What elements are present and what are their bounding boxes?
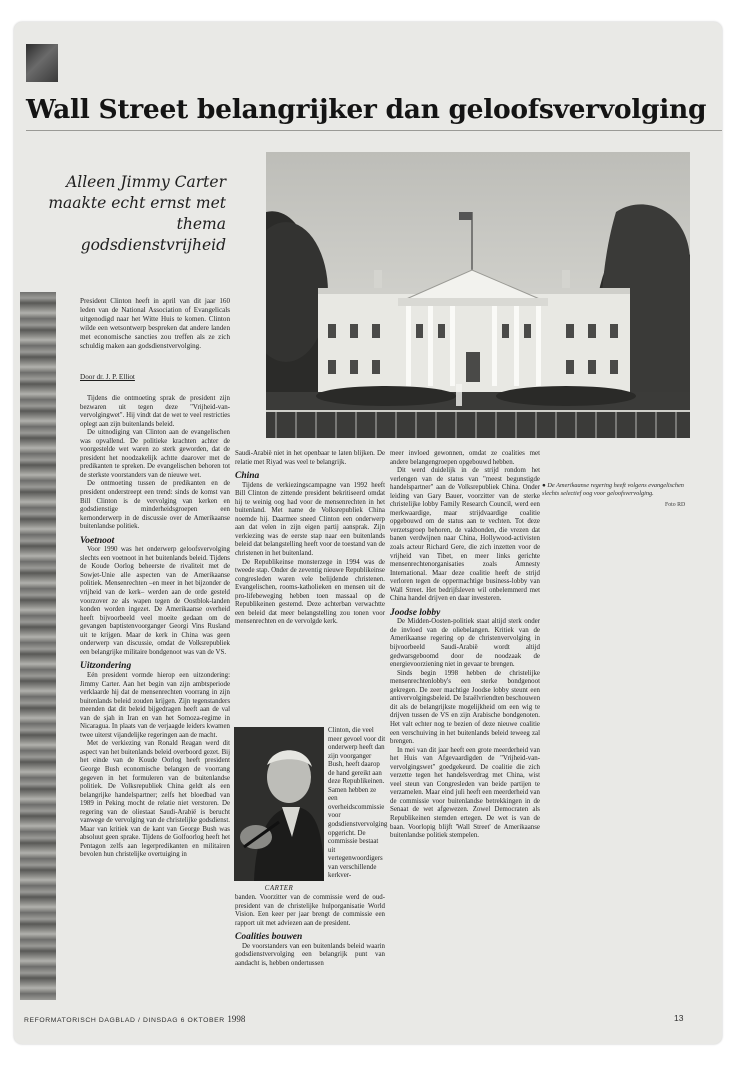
- paragraph: banden. Voorzitter van de commissie werd de oud-president van de christelijke hulporganisatie World Vision. Een keer per jaar brengt de commissie een rapport uit met adviezen aan de president.: [235, 894, 385, 927]
- article-column-2-bottom: [235, 894, 385, 968]
- paragraph: De Midden-Oosten-politiek staat altijd sterk onder de invloed van de oliebelangen. Kritiek van de Amerikaanse regering op de christenvervolging in bijvoorbeeld Saudi-Arabië wordt altijd gedwarsgeboomd door de noodzaak de energievoorziening niet in gevaar te brengen.: [390, 618, 540, 669]
- article-column-1: [80, 395, 230, 860]
- paragraph: Met de verkiezing van Ronald Reagan werd dit aspect van het buitenlands beleid overboord gezet. Bij het einde van de Koude Oorlog heeft president George Bush economische belangen de voorrang gegeven in het formuleren van de buitenlandse politiek. De Volksrepubliek China geldt als een belangrijke handelspartner; zelfs het bloedbad van 1989 in Peking mocht de relatie niet verstoren. De regering van de oliestaat Saudi-Arabië is berucht vanwege de vervolging van de christelijke godsdienst. Maar van kritiek van de kant van George Bush was absoluut geen sprake. Tijdens de Golfoorlog heeft het Pentagon zelfs aan legerpredikanten en militairen bevolen hun christelijke overtuiging in: [80, 740, 230, 859]
- photo-credit: Foto RD: [665, 502, 686, 508]
- section-heading: Joodse lobby: [390, 607, 441, 618]
- article-column-2: [235, 450, 385, 627]
- paragraph: Tijdens de verkiezingscampagne van 1992 heeft Bill Clinton de zittende president bekritiseerd omdat hij te weinig oog had voor de mensenrechten in het buitenland. Met name de Volksrepubliek China noemde hij. Daarmee sneed Clinton een onderwerp aan dat velen in zijn eigen partij aansprak. Zijn verkiezing was de eerste stap naar een buitenlands beleid dat belangstelling heeft voor de toestand van de christenen in het buitenland.: [235, 481, 386, 558]
- carter-photo: [234, 727, 324, 881]
- paragraph: Eén president vormde hierop een uitzondering: Jimmy Carter. Aan het begin van zijn ambtsperiode verklaarde hij dat de mensenrechten voorrang in zijn buitenlands beleid zouden krijgen. Zijn tegenstanders meenden dat dit beleid bijgedragen heeft aan de val van de sjah in Iran en van het Somoza-regime in Nicaragua. In plaats van de verjaagde leiders kwamen twee uiterst vijandelijke regeringen aan de macht.: [80, 671, 230, 739]
- article-column-2-wrap: [328, 727, 386, 881]
- byline: Door dr. J. P. Elliot: [80, 373, 135, 381]
- paragraph: meer invloed gewonnen, omdat ze coalities met andere belangengroepen opgebouwd hebben.: [390, 450, 540, 466]
- headline-rule: [26, 130, 722, 131]
- page-number: 13: [674, 1013, 684, 1023]
- article-intro: President Clinton heeft in april van dit jaar 160 leden van de National Association of Evangelicals uitgenodigd naar het Witte Huis te komen. Clinton wilde een wetsontwerp bespreken dat andere landen met economische sancties zou treffen als ze zich schuldig maken aan godsdienstvervolging.: [80, 297, 230, 350]
- article-column-3: [390, 450, 540, 841]
- paragraph: Tijdens die ontmoeting sprak de president zijn bezwaren uit tegen deze "Vrijheid-van-vervolgingwet". Hij vindt dat de wet te veel restricties oplegt aan zijn buitenlands beleid.: [80, 395, 230, 428]
- paragraph: De voorstanders van een buitenlands beleid waarin godsdienstvervolging een belangrijk punt van aandacht is, hebben ondertussen: [235, 942, 385, 967]
- paragraph: De ontmoeting tussen de predikanten en de president onderstreept een trend: sinds de komst van Bill Clinton is de vervolging van kerken en godsdienstige minderheidsgroepen een kernonderwerp in de discussie over de Amerikaanse buitenlandse politiek.: [80, 480, 230, 531]
- paragraph: Sinds begin 1998 hebben de christelijke mensenrechtenlobby's een sterke bondgenoot gekregen. De zeer machtige Joodse lobby steunt een antivervolgingsbeleid. De Israëlvriendten beschouwen dit als de belangrijkste mogelijkheid om een wig te drijven tussen de VS en zijn Arabische bondgenoten. Het valt echter nog te bezien of deze nieuwe coalitie een verschuiving in het buitenlands beleid teweeg zal brengen.: [390, 669, 541, 746]
- paragraph: De uitnodiging van Clinton aan de evangelischen was opvallend. De politieke krachten achter de voorgestelde wet waren zo sterk geworden, dat de president het noodzakelijk achtte daarover met de predikanten te spreken. De evangelischen behoren tot de sterkste voorstanders van de nieuwe wet.: [80, 429, 230, 479]
- paragraph: Voor 1990 was het onderwerp geloofsvervolging slechts een voetnoot in het buitenlands beleid. Tijdens de Koude Oorlog beheerste de rivaliteit met de Sowjet-Unie alle aspecten van de Amerikaanse politiek. Mensenrechten –en meer in het bijzonder de vrijheid van de kerk– werden aan de orde gesteld voorzover ze als wapen tegen de Oostblok-landen konden worden ingezet. De Amerikaanse overheid heeft bijvoorbeeld veel moeite gedaan om de gevangen baptistenvoorganger Georgi Vins Rusland uit te krijgen. Maar de kerk in China was geen onderwerp van discussie, omdat de Volksrepubliek een belangrijke militaire bondgenoot was van de VS.: [80, 546, 230, 656]
- paragraph: Dit werd duidelijk in de strijd rondom het verlengen van de status van "meest begunstigde handelspartner" aan de Volksrepubliek China. Onder leiding van Gary Bauer, voorzitter van de sterke christelijke lobby Family Research Council, werd een merkwaardige, maar strijdvaardige coalitie opgebouwd om de status aan te vechten. Tot deze verzetsgroep behoren, de vakbonden, die vrezen dat banen verdwijnen naar China, Hollywood-activisten zoals acteur Richard Gere, die zich inzetten voor de vrijheid van Tibet, en meer links gerichte mensenrechtenorganisaties zoals Amnesty International. Maar deze coalitie heeft de strijd verloren tegen de oppermachtige business-lobby van Wall Street. Het bedrijfsleven wil onbelemmerd met China handel drijven en daar investeren.: [390, 467, 540, 603]
- paragraph: In mei van dit jaar heeft een grote meerderheid van het Huis van Afgevaardigden de "Vrijheid-van-vervolgingswet" goedgekeurd. De coalitie die zich verzette tegen het handelsverdrag met China, wist veel steun van Congresleden van beide partijen te verzamelen. Maar eind juli heeft een meerderheid van de commissie voor buitenlandse betrekkingen in de Senaat de wet afgewezen. Zowel Democraten als Republikeinen stemden ertegen. De wet is van de baan. Voorlopig blijft 'Wall Street' de Amerikaanse buitenlandse politiek stempelen.: [390, 746, 540, 840]
- newspaper-name-date: REFORMATORISCH DAGBLAD / DINSDAG 6 OKTOBER: [24, 1017, 225, 1024]
- photo-caption: ● De Amerikaanse regering heeft volgens evangelischen slechts selectief oog voor geloofsvervolging.: [542, 482, 684, 497]
- subheading: Alleen Jimmy Carter maakte echt ernst met thema godsdienstvrijheid: [48, 173, 226, 254]
- corner-photo: [26, 44, 58, 82]
- side-photo-strip: [20, 292, 56, 1000]
- carter-photo-caption: CARTER: [264, 884, 294, 892]
- section-heading: Voetnoot: [80, 535, 115, 546]
- section-heading: Coalities bouwen: [235, 932, 303, 943]
- page-footer: [24, 1014, 245, 1024]
- section-heading: China: [235, 471, 260, 482]
- paragraph: Clinton, die veel meer gevoel voor dit onderwerp heeft dan zijn voorganger Bush, heeft daarop de hand gereikt aan deze Republikeinen. Samen hebben ze een overheidscommissie voor godsdienstvervolging opgericht. De commissie bestaat uit vertegenwoordigers van verschillende kerkver-: [328, 727, 388, 880]
- footer-year: 1998: [227, 1014, 246, 1024]
- section-heading: Uitzondering: [80, 661, 132, 672]
- paragraph: Saudi-Arabië niet in het openbaar te laten blijken. De relatie met Riyad was veel te belangrijk.: [235, 450, 385, 466]
- paragraph: De Republikeinse monsterzege in 1994 was de tweede stap. Onder de zeventig nieuwe Republikeinse congresleden waren vele belijdende christenen. Evangelischen, rooms-katholieken en mensen uit de pro-lifebeweging hebben toen massaal op de Republikeinen gestemd. Deze achterban verwachtte een beleid dat meer belangstelling zou tonen voor mensenrechten en de vervolgde kerk.: [235, 558, 385, 626]
- headline: Wall Street belangrijker dan geloofsvervolging: [26, 94, 707, 125]
- white-house-photo: [266, 152, 690, 438]
